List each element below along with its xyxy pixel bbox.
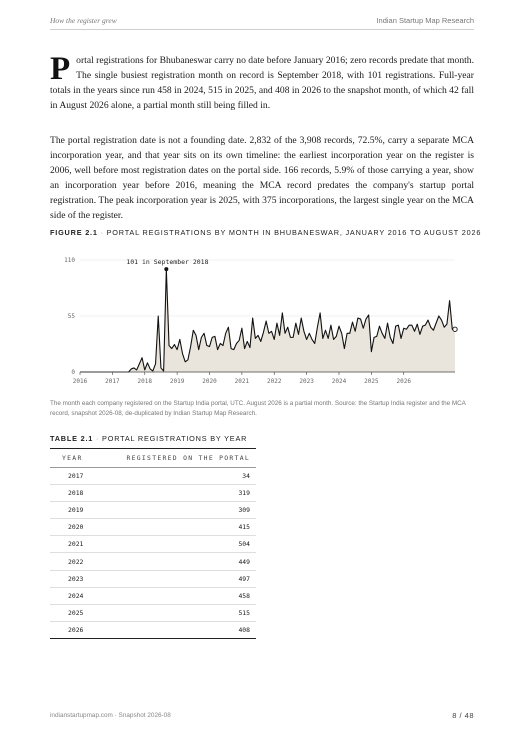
x-tick-label: 2025: [364, 378, 379, 385]
x-tick-label: 2020: [202, 378, 217, 385]
x-tick-label: 2018: [137, 378, 152, 385]
cell-year: 2024: [50, 587, 93, 604]
table-row: [50, 587, 256, 604]
column-header-registered: REGISTERED ON THE PORTAL: [93, 449, 256, 468]
table-header-row: [50, 449, 256, 468]
table-row: [50, 604, 256, 621]
peak-annotation: 101 in September 2018: [126, 258, 209, 267]
x-tick-label: 2022: [267, 378, 282, 385]
partial-month-marker: [453, 327, 457, 331]
cell-registered: 515: [93, 604, 256, 621]
cell-year: 2022: [50, 553, 93, 570]
figure-caption: The month each company registered on the Startup India portal, UTC. August 2026 is a partial month. Source: the Startup India register and the MCA record, snapshot 2026-08, de-duplicated by Indian Startup Map Research.: [50, 400, 466, 417]
cell-year: 2019: [50, 502, 93, 519]
table-row: [50, 553, 256, 570]
figure-separator: ·: [100, 228, 104, 237]
paragraph-intro: [50, 53, 474, 113]
table-row: [50, 485, 256, 502]
table-row: [50, 621, 256, 638]
cell-year: 2026: [50, 621, 93, 638]
x-tick-label: 2024: [331, 378, 347, 385]
drop-cap: P: [50, 51, 71, 87]
cell-registered: 497: [93, 570, 256, 587]
y-tick-label: 0: [71, 369, 75, 376]
x-tick-label: 2016: [72, 378, 88, 385]
registrations-area: [80, 269, 455, 372]
x-tick-label: 2023: [299, 378, 314, 385]
table-title-text: PORTAL REGISTRATIONS BY YEAR: [102, 434, 248, 443]
cell-year: 2020: [50, 519, 93, 536]
paragraph-intro-text: ortal registrations for Bhubaneswar carry no date before January 2016; zero records predate that month. The single busiest registration month on record is September 2018, with 101 registrations. Full-year totals in the years since run 458 in 2024, 515 in 2025, and 408 in 2026 to the snapshot month, of which 42 fall in August 2026 alone, a partial month still being filled in.: [50, 55, 474, 112]
cell-registered: 309: [93, 502, 256, 519]
running-header-title: How the register grew: [50, 16, 117, 25]
table-row: [50, 502, 256, 519]
cell-year: 2021: [50, 536, 93, 553]
x-tick-label: 2021: [234, 378, 250, 385]
table-row: [50, 570, 256, 587]
registrations-by-year-table: [50, 448, 256, 639]
cell-registered: 34: [93, 468, 256, 485]
cell-registered: 449: [93, 553, 256, 570]
cell-registered: 415: [93, 519, 256, 536]
y-tick-label: 110: [64, 257, 75, 264]
header-rule: [50, 29, 474, 30]
column-header-year: YEAR: [50, 449, 93, 468]
table-row: [50, 519, 256, 536]
cell-registered: 504: [93, 536, 256, 553]
footer-source: indianstartupmap.com · Snapshot 2026-08: [50, 712, 171, 719]
registrations-area-chart: [50, 250, 460, 390]
cell-year: 2023: [50, 570, 93, 587]
paragraph-incorporation: The portal registration date is not a founding date. 2,832 of the 3,908 records, 72.5%, carry a separate MCA incorporation year, and that year sits on its own timeline: the earliest incorporation year on the register is 2006, well before most registration dates on the portal side. 166 records, 5.9% of those carrying a year, show an incorporation year before 2016, meaning the MCA record predates the company's startup portal registration. The peak incorporation year is 2025, with 375 incorporations, the largest single year on the MCA side of the register.: [50, 135, 474, 222]
x-tick-label: 2019: [169, 378, 185, 385]
page-number: 8 / 48: [452, 711, 474, 720]
cell-year: 2018: [50, 485, 93, 502]
table-separator: ·: [95, 434, 100, 443]
y-tick-label: 55: [67, 313, 75, 320]
table-title: [50, 434, 247, 443]
cell-year: 2017: [50, 468, 93, 485]
table-label: TABLE 2.1: [50, 434, 94, 443]
running-header-publication: Indian Startup Map Research: [376, 16, 474, 25]
cell-registered: 319: [93, 485, 256, 502]
x-tick-label: 2026: [396, 378, 411, 385]
peak-marker: [164, 267, 168, 271]
figure-title: [50, 228, 481, 237]
figure-title-text: PORTAL REGISTRATIONS BY MONTH IN BHUBANESWAR, JANUARY 2016 TO AUGUST 2026: [106, 228, 482, 237]
figure-label: FIGURE 2.1: [50, 228, 98, 237]
table-row: [50, 468, 256, 485]
cell-year: 2025: [50, 604, 93, 621]
cell-registered: 458: [93, 587, 256, 604]
table-row: [50, 536, 256, 553]
x-tick-label: 2017: [105, 378, 120, 385]
table-body: [50, 468, 256, 639]
cell-registered: 408: [93, 621, 256, 638]
